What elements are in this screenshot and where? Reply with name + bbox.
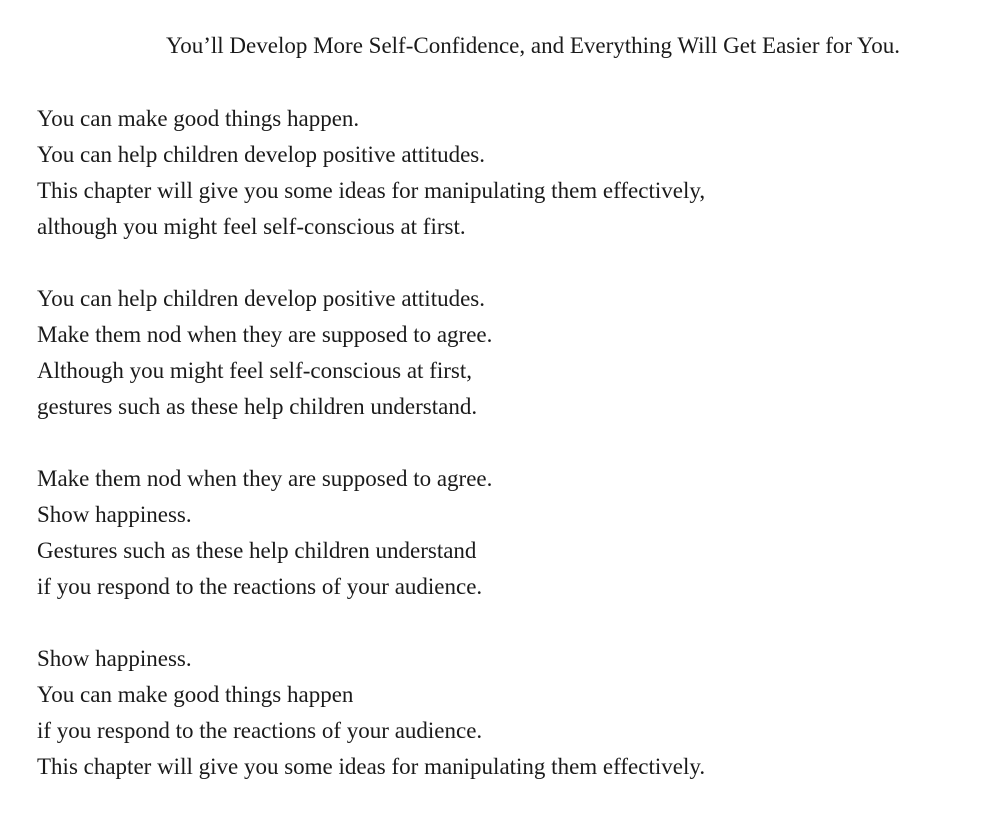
poem-line: Make them nod when they are supposed to agree.: [37, 322, 493, 347]
poem-line: You can help children develop positive attitudes.: [37, 142, 485, 167]
poem-line: Make them nod when they are supposed to agree.: [37, 466, 493, 491]
poem-line: Although you might feel self-conscious at first,: [37, 358, 473, 383]
poem-line: gestures such as these help children understand.: [37, 394, 478, 419]
poem-line: This chapter will give you some ideas for manipulating them effectively.: [37, 754, 706, 779]
page-title: You’ll Develop More Self-Confidence, and Everything Will Get Easier for You.: [165, 33, 901, 58]
poem-line: You can make good things happen.: [37, 106, 360, 131]
poem-line: Gestures such as these help children understand: [37, 538, 477, 563]
stanza-3: [37, 461, 977, 605]
stanza-1: [37, 101, 977, 245]
poem-line: Show happiness.: [37, 646, 192, 671]
poem-line: You can make good things happen: [37, 682, 354, 707]
stanza-2: [37, 281, 977, 425]
poem-line: although you might feel self-conscious at first.: [37, 214, 466, 239]
poem-body: [37, 101, 977, 821]
stanza-4: [37, 641, 977, 785]
poem-line: if you respond to the reactions of your audience.: [37, 718, 483, 743]
poem-line: You can help children develop positive attitudes.: [37, 286, 485, 311]
poem-line: if you respond to the reactions of your audience.: [37, 574, 483, 599]
poem-line: This chapter will give you some ideas for manipulating them effectively,: [37, 178, 706, 203]
poem-line: Show happiness.: [37, 502, 192, 527]
